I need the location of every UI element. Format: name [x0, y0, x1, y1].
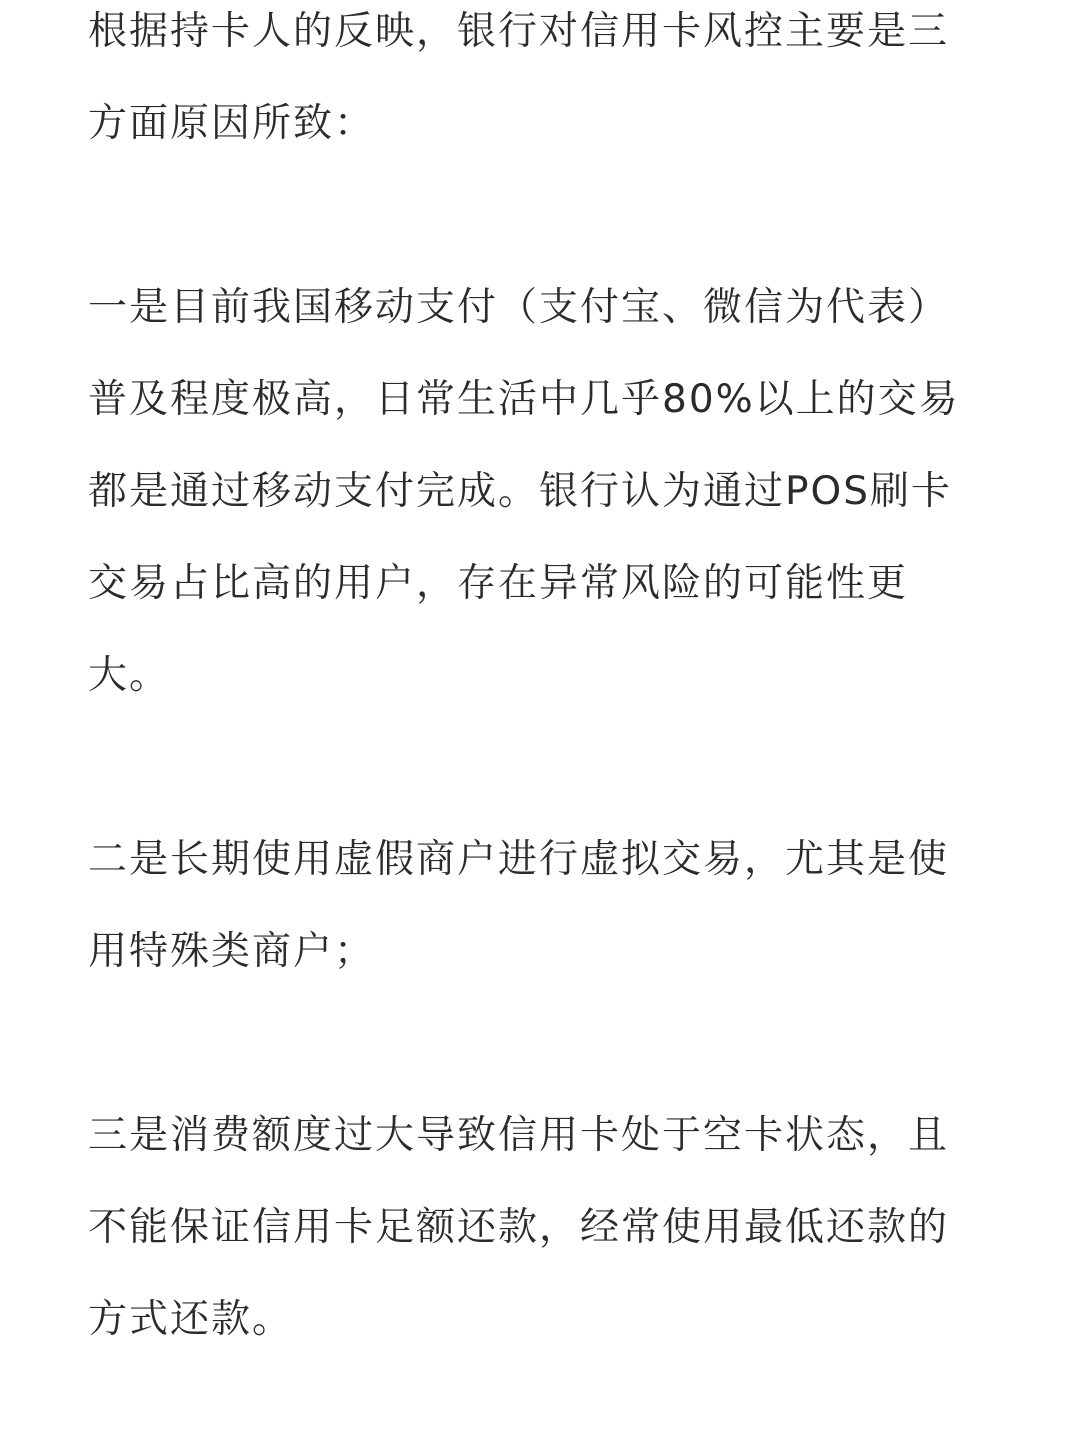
text-line: 普及程度极高，日常生活中几乎80%以上的交易: [88, 377, 960, 422]
text-line: 根据持卡人的反映，银行对信用卡风控主要是三: [88, 9, 950, 54]
paragraph-intro: [88, 0, 992, 170]
paragraph-reason-three: [88, 1090, 992, 1366]
paragraph-reason-one: [88, 262, 992, 722]
paragraph-spacer: [88, 722, 992, 814]
text-line: 方面原因所致：: [88, 101, 376, 146]
paragraph-reason-two: [88, 814, 992, 998]
paragraph-spacer: [88, 170, 992, 262]
text-line: 方式还款。: [88, 1297, 294, 1342]
text-line: 交易占比高的用户，存在异常风险的可能性更: [88, 561, 909, 606]
text-line: 都是通过移动支付完成。银行认为通过POS刷卡: [88, 469, 952, 514]
text-line: 用特殊类商户；: [88, 929, 376, 974]
text-line: 大。: [88, 653, 171, 698]
text-line: 二是长期使用虚假商户进行虚拟交易，尤其是使: [88, 837, 950, 882]
text-line: 三是消费额度过大导致信用卡处于空卡状态，且: [88, 1113, 950, 1158]
article-body: [88, 0, 992, 1366]
paragraph-spacer: [88, 998, 992, 1090]
text-line: 不能保证信用卡足额还款，经常使用最低还款的: [88, 1205, 950, 1250]
text-line: 一是目前我国移动支付（支付宝、微信为代表）: [88, 285, 950, 330]
